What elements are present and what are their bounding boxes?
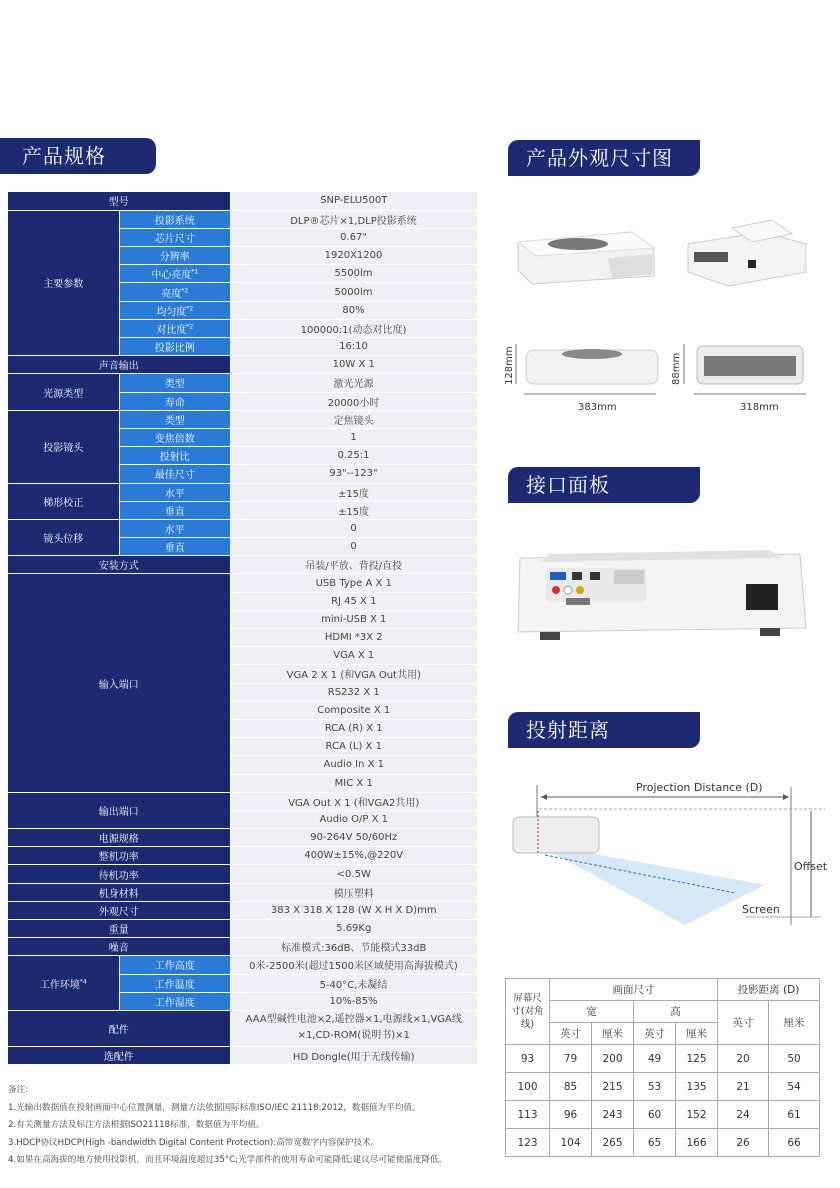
dimensions-heading: 产品外观尺寸图 bbox=[508, 140, 700, 176]
spec-value: 0.67" bbox=[230, 228, 477, 246]
table-cell: 54 bbox=[769, 1073, 820, 1101]
table-cell: 243 bbox=[592, 1101, 634, 1129]
inch-header: 英寸 bbox=[718, 1001, 769, 1045]
spec-value: 1 bbox=[230, 428, 477, 446]
offset-label: Offset bbox=[794, 860, 828, 873]
table-cell: 20 bbox=[718, 1045, 769, 1073]
note-line: 2.有关测量方法及标注方法根据ISO21118标准，数据值为平均值。 bbox=[8, 1120, 265, 1130]
screen-label: Screen bbox=[742, 903, 780, 916]
audio-label: 声音输出 bbox=[8, 356, 230, 374]
table-cell: 66 bbox=[769, 1129, 820, 1157]
weight-value: 5.69Kg bbox=[230, 920, 477, 938]
height-header: 高 bbox=[634, 1001, 718, 1023]
size-value: 383 X 318 X 128 (W X H X D)mm bbox=[230, 901, 477, 919]
input-port: VGA 2 X 1 (和VGA Out共用) bbox=[230, 665, 477, 683]
spec-value: 激光光源 bbox=[230, 374, 477, 392]
table-cell: 113 bbox=[506, 1101, 550, 1129]
input-port: HDMI *3X 2 bbox=[230, 629, 477, 647]
install-label: 安装方式 bbox=[8, 556, 230, 574]
table-cell: 65 bbox=[634, 1129, 676, 1157]
input-port: RCA (R) X 1 bbox=[230, 719, 477, 737]
spec-value: 0.25:1 bbox=[230, 447, 477, 465]
input-port: Audio In X 1 bbox=[230, 756, 477, 774]
throw-distance-table bbox=[505, 978, 820, 1157]
table-cell: 79 bbox=[550, 1045, 592, 1073]
table-cell: 215 bbox=[592, 1073, 634, 1101]
env-group: 工作环境$^{*4}$ bbox=[8, 956, 119, 1011]
spec-sub-label: 最佳尺寸 bbox=[119, 465, 230, 483]
height-label-1: 128mm bbox=[504, 346, 515, 385]
lens-group: 投影镜头 bbox=[8, 410, 119, 483]
inch-header: 英寸 bbox=[634, 1023, 676, 1045]
height-label-2: 88mm bbox=[671, 352, 682, 385]
table-cell: 61 bbox=[769, 1101, 820, 1129]
spec-sub-label: 亮度$^{*2}$ bbox=[119, 283, 230, 301]
input-port: mini-USB X 1 bbox=[230, 610, 477, 628]
throw-diagram bbox=[505, 775, 830, 935]
spec-sub-label: 类型 bbox=[119, 374, 230, 392]
table-cell: 135 bbox=[676, 1073, 718, 1101]
material-value: 模压塑料 bbox=[230, 883, 477, 901]
shift-group: 镜头位移 bbox=[8, 519, 119, 555]
width-label-1: 383mm bbox=[578, 402, 617, 413]
table-cell: 123 bbox=[506, 1129, 550, 1157]
dimension-arrows bbox=[508, 340, 828, 400]
spec-sub-label: 对比度$^{*2}$ bbox=[119, 319, 230, 337]
size-header: 屏幕尺寸(对角线) bbox=[506, 979, 550, 1045]
output-group: 输出端口 bbox=[8, 792, 230, 828]
table-cell: 21 bbox=[718, 1073, 769, 1101]
width-label-2: 318mm bbox=[740, 402, 779, 413]
keystone-group: 梯形校正 bbox=[8, 483, 119, 519]
table-cell: 50 bbox=[769, 1045, 820, 1073]
input-port: USB Type A X 1 bbox=[230, 574, 477, 592]
spec-value: ±15度 bbox=[230, 483, 477, 501]
spec-table bbox=[8, 192, 477, 1065]
projector-front-image bbox=[512, 218, 660, 290]
spec-value: 93"--123" bbox=[230, 465, 477, 483]
table-cell: 49 bbox=[634, 1045, 676, 1073]
spec-sub-label: 工作湿度 bbox=[119, 992, 230, 1010]
spec-sub-label: 均匀度$^{*2}$ bbox=[119, 301, 230, 319]
image-size-header: 画面尺寸 bbox=[550, 979, 718, 1001]
table-cell: 152 bbox=[676, 1101, 718, 1129]
spec-value: DLP®芯片×1,DLP投影系统 bbox=[230, 210, 477, 228]
spec-value: 16:10 bbox=[230, 338, 477, 356]
spec-sub-label: 寿命 bbox=[119, 392, 230, 410]
table-cell: 265 bbox=[592, 1129, 634, 1157]
table-cell: 96 bbox=[550, 1101, 592, 1129]
projector-back-image bbox=[684, 214, 810, 290]
size-label: 外观尺寸 bbox=[8, 901, 230, 919]
spec-sub-label: 水平 bbox=[119, 483, 230, 501]
spec-sub-label: 投射比 bbox=[119, 447, 230, 465]
interface-panel-image bbox=[510, 548, 812, 646]
model-value: SNP-ELU500T bbox=[230, 192, 477, 210]
notes bbox=[8, 1082, 447, 1170]
input-port: Composite X 1 bbox=[230, 701, 477, 719]
spec-value: ±15度 bbox=[230, 501, 477, 519]
input-port: RJ 45 X 1 bbox=[230, 592, 477, 610]
weight-label: 重量 bbox=[8, 920, 230, 938]
projection-distance-label: Projection Distance (D) bbox=[636, 781, 763, 794]
note-line: 4.如果在高海拔的地方使用投影机，而且环境温度超过35°C;光学部件的使用寿命可能降低;建议尽可能使温度降低。 bbox=[8, 1155, 448, 1165]
model-label: 型号 bbox=[8, 192, 230, 210]
table-cell: 93 bbox=[506, 1045, 550, 1073]
spec-sub-label: 芯片尺寸 bbox=[119, 228, 230, 246]
spec-sub-label: 类型 bbox=[119, 410, 230, 428]
power-spec-value: 90-264V 50/60Hz bbox=[230, 829, 477, 847]
accessories-value: AAA型碱性电池×2,遥控器×1,电源线×1,VGA线×1,CD-ROM(说明书)×1 bbox=[230, 1010, 477, 1046]
standby-value: <0.5W bbox=[230, 865, 477, 883]
input-port: RS232 X 1 bbox=[230, 683, 477, 701]
table-cell: 166 bbox=[676, 1129, 718, 1157]
throw-distance-header: 投影距离 (D) bbox=[718, 979, 820, 1001]
spec-sub-label: 投影比例 bbox=[119, 338, 230, 356]
table-cell: 100 bbox=[506, 1073, 550, 1101]
accessories-label: 配件 bbox=[8, 1010, 230, 1046]
power-value: 400W±15%,@220V bbox=[230, 847, 477, 865]
input-port: MIC X 1 bbox=[230, 774, 477, 792]
standby-label: 待机功率 bbox=[8, 865, 230, 883]
spec-value: 0米-2500米(超过1500米区域使用高海拔模式) bbox=[230, 956, 477, 974]
spec-value: 10%-85% bbox=[230, 992, 477, 1010]
width-header: 宽 bbox=[550, 1001, 634, 1023]
spec-value: 100000:1(动态对比度) bbox=[230, 319, 477, 337]
table-cell: 60 bbox=[634, 1101, 676, 1129]
input-port: VGA X 1 bbox=[230, 647, 477, 665]
table-cell: 200 bbox=[592, 1045, 634, 1073]
throw-heading: 投射距离 bbox=[508, 712, 700, 748]
spec-value: 定焦镜头 bbox=[230, 410, 477, 428]
spec-sub-label: 水平 bbox=[119, 519, 230, 537]
table-cell: 24 bbox=[718, 1101, 769, 1129]
power-label: 整机功率 bbox=[8, 847, 230, 865]
spec-sub-label: 变焦倍数 bbox=[119, 428, 230, 446]
specs-heading: 产品规格 bbox=[0, 138, 156, 174]
optional-value: HD Dongle(用于无线传输) bbox=[230, 1046, 477, 1064]
inch-header: 英寸 bbox=[550, 1023, 592, 1045]
input-group: 输入端口 bbox=[8, 574, 230, 792]
interface-heading: 接口面板 bbox=[508, 467, 700, 503]
table-cell: 53 bbox=[634, 1073, 676, 1101]
audio-value: 10W X 1 bbox=[230, 356, 477, 374]
spec-sub-label: 投影系统 bbox=[119, 210, 230, 228]
spec-value: 5500lm bbox=[230, 265, 477, 283]
spec-value: 0 bbox=[230, 538, 477, 556]
spec-sub-label: 中心亮度$^{*1}$ bbox=[119, 265, 230, 283]
spec-sub-label: 分辨率 bbox=[119, 247, 230, 265]
note-line: 1.光输出数据值在投射画面中心位置测量，测量方法依据国际标准ISO/IEC 21118:2012，数据值为平均值。 bbox=[8, 1102, 421, 1113]
spec-value: 1920X1200 bbox=[230, 247, 477, 265]
table-cell: 125 bbox=[676, 1045, 718, 1073]
output-port: VGA Out X 1 (和VGA2共用) bbox=[230, 792, 477, 810]
cm-header: 厘米 bbox=[592, 1023, 634, 1045]
main-group: 主要参数 bbox=[8, 210, 119, 356]
noise-value: 标准模式:36dB、节能模式33dB bbox=[230, 938, 477, 956]
light-group: 光源类型 bbox=[8, 374, 119, 410]
spec-value: 0 bbox=[230, 519, 477, 537]
spec-value: 20000小时 bbox=[230, 392, 477, 410]
spec-sub-label: 工作高度 bbox=[119, 956, 230, 974]
table-cell: 26 bbox=[718, 1129, 769, 1157]
install-value: 吊装/平放、背投/直投 bbox=[230, 556, 477, 574]
noise-label: 噪音 bbox=[8, 938, 230, 956]
spec-sub-label: 垂直 bbox=[119, 501, 230, 519]
note-line: 3.HDCP协议HDCP(High -bandwidth Digital Content Protection):高带宽数字内容保护技术。 bbox=[8, 1137, 380, 1148]
table-cell: 104 bbox=[550, 1129, 592, 1157]
spec-sub-label: 工作温度 bbox=[119, 974, 230, 992]
spec-value: 5000lm bbox=[230, 283, 477, 301]
power-spec-label: 电源规格 bbox=[8, 829, 230, 847]
cm-header: 厘米 bbox=[676, 1023, 718, 1045]
spec-value: 80% bbox=[230, 301, 477, 319]
material-label: 机身材料 bbox=[8, 883, 230, 901]
input-port: RCA (L) X 1 bbox=[230, 738, 477, 756]
output-port: Audio O/P X 1 bbox=[230, 810, 477, 828]
optional-label: 选配件 bbox=[8, 1046, 230, 1064]
cm-header: 厘米 bbox=[769, 1001, 820, 1045]
note-line: 备注: bbox=[8, 1085, 29, 1095]
spec-value: 5-40°C,未凝结 bbox=[230, 974, 477, 992]
table-cell: 85 bbox=[550, 1073, 592, 1101]
spec-sub-label: 垂直 bbox=[119, 538, 230, 556]
